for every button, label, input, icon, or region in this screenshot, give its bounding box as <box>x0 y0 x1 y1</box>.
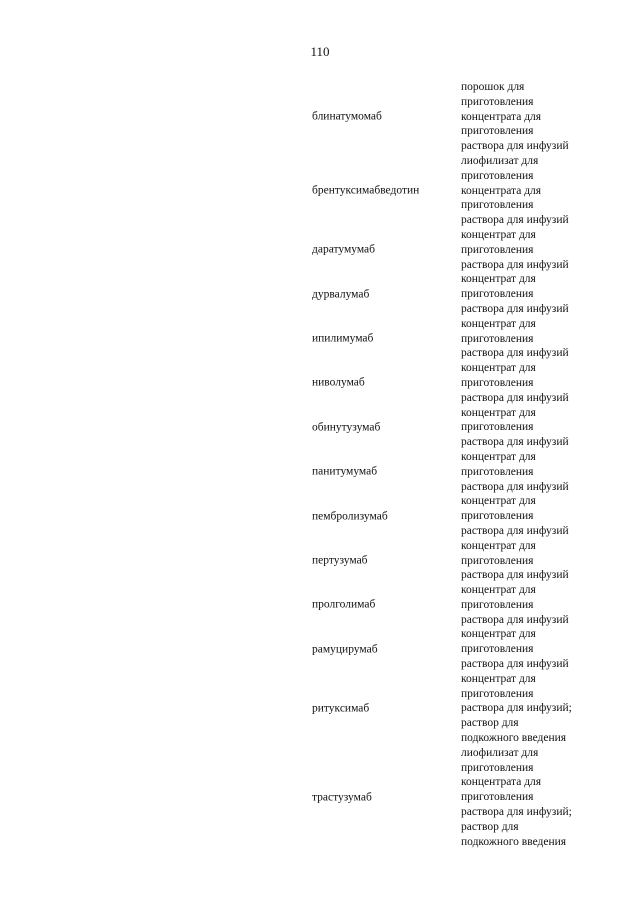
drug-row <box>0 406 640 450</box>
drug-name: ритуксимаб <box>312 702 370 715</box>
dosage-form <box>461 154 636 228</box>
drug-name: рамуцирумаб <box>312 643 378 656</box>
dosage-form-line: приготовления <box>461 169 534 182</box>
dosage-form-line: раствора для инфузий; <box>461 806 572 819</box>
dosage-form <box>461 494 636 538</box>
dosage-form-line: подкожного введения <box>461 835 567 848</box>
dosage-form <box>461 317 636 361</box>
drug-list <box>0 80 640 849</box>
dosage-form-line: раствор для <box>461 820 519 833</box>
dosage-form-line: приготовления <box>461 421 534 434</box>
page-number: 110 <box>310 44 330 59</box>
dosage-form-line: раствора для инфузий <box>461 569 569 582</box>
drug-row <box>0 154 640 228</box>
dosage-form <box>461 406 636 450</box>
dosage-form-line: подкожного введения <box>461 732 567 745</box>
drug-row <box>0 583 640 627</box>
drug-name: ипилимумаб <box>312 332 374 345</box>
drug-row <box>0 272 640 316</box>
drug-row <box>0 80 640 154</box>
dosage-form <box>461 80 636 154</box>
dosage-form-line: концентрат для <box>461 362 536 375</box>
drug-row <box>0 746 640 850</box>
dosage-form-line: концентрат для <box>461 539 536 552</box>
dosage-form-line: раствора для инфузий; <box>461 702 572 715</box>
dosage-form-line: приготовления <box>461 554 534 567</box>
dosage-form-line: концентрат для <box>461 450 536 463</box>
dosage-form-line: приготовления <box>461 465 534 478</box>
dosage-form-line: концентрата для <box>461 776 542 789</box>
drug-name: ниволумаб <box>312 376 365 389</box>
drug-name: даратумумаб <box>312 243 376 256</box>
dosage-form-line: концентрат для <box>461 628 536 641</box>
dosage-form-line: концентрат для <box>461 228 536 241</box>
dosage-form-line: концентрат для <box>461 584 536 597</box>
drug-name: брентуксимабведотин <box>312 184 420 197</box>
drug-row <box>0 450 640 494</box>
dosage-form-line: приготовления <box>461 687 534 700</box>
dosage-form-line: концентрат для <box>461 495 536 508</box>
drug-row <box>0 228 640 272</box>
dosage-form <box>461 450 636 494</box>
dosage-form-line: приготовления <box>461 376 534 389</box>
drug-row <box>0 494 640 538</box>
dosage-form-line: раствор для <box>461 717 519 730</box>
drug-name: пертузумаб <box>312 554 368 567</box>
dosage-form-line: раствора для инфузий <box>461 436 569 449</box>
dosage-form-line: приготовления <box>461 761 534 774</box>
dosage-form-line: раствора для инфузий <box>461 302 569 315</box>
drug-name: пролголимаб <box>312 598 376 611</box>
dosage-form-line: приготовления <box>461 288 534 301</box>
dosage-form <box>461 672 636 746</box>
dosage-form-line: приготовления <box>461 243 534 256</box>
dosage-form-line: раствора для инфузий <box>461 214 569 227</box>
dosage-form-line: приготовления <box>461 332 534 345</box>
dosage-form-line: приготовления <box>461 598 534 611</box>
dosage-form-line: раствора для инфузий <box>461 258 569 271</box>
dosage-form-line: лиофилизат для <box>461 746 539 759</box>
dosage-form-line: приготовления <box>461 643 534 656</box>
dosage-form-line: приготовления <box>461 199 534 212</box>
dosage-form-line: концентрат для <box>461 672 536 685</box>
dosage-form-line: приготовления <box>461 510 534 523</box>
dosage-form-line: приготовления <box>461 95 534 108</box>
dosage-form-line: приготовления <box>461 125 534 138</box>
dosage-form <box>461 539 636 583</box>
dosage-form <box>461 228 636 272</box>
dosage-form <box>461 746 636 850</box>
dosage-form-line: концентрат для <box>461 317 536 330</box>
dosage-form-line: раствора для инфузий <box>461 613 569 626</box>
dosage-form-line: концентрата для <box>461 184 542 197</box>
drug-name: дурвалумаб <box>312 288 370 301</box>
drug-name: трастузумаб <box>312 791 372 804</box>
dosage-form-line: порошок для <box>461 81 525 93</box>
dosage-form-line: концентрата для <box>461 110 542 123</box>
drug-name: пембролизумаб <box>312 510 388 523</box>
dosage-form-line: приготовления <box>461 791 534 804</box>
dosage-form-line: раствора для инфузий <box>461 658 569 671</box>
dosage-form <box>461 272 636 316</box>
dosage-form-line: раствора для инфузий <box>461 524 569 537</box>
drug-row <box>0 627 640 671</box>
dosage-form-line: лиофилизат для <box>461 154 539 167</box>
dosage-form-line: раствора для инфузий <box>461 140 569 153</box>
dosage-form-line: раствора для инфузий <box>461 480 569 493</box>
drug-row <box>0 361 640 405</box>
drug-row <box>0 672 640 746</box>
drug-name: панитумумаб <box>312 465 378 478</box>
drug-name: блинатумомаб <box>312 110 382 123</box>
dosage-form <box>461 583 636 627</box>
drug-name: обинутузумаб <box>312 421 381 434</box>
dosage-form-line: концентрат для <box>461 406 536 419</box>
drug-row <box>0 317 640 361</box>
drug-row <box>0 539 640 583</box>
dosage-form-line: раствора для инфузий <box>461 391 569 404</box>
dosage-form <box>461 361 636 405</box>
dosage-form <box>461 627 636 671</box>
dosage-form-line: концентрат для <box>461 273 536 286</box>
dosage-form-line: раствора для инфузий <box>461 347 569 360</box>
